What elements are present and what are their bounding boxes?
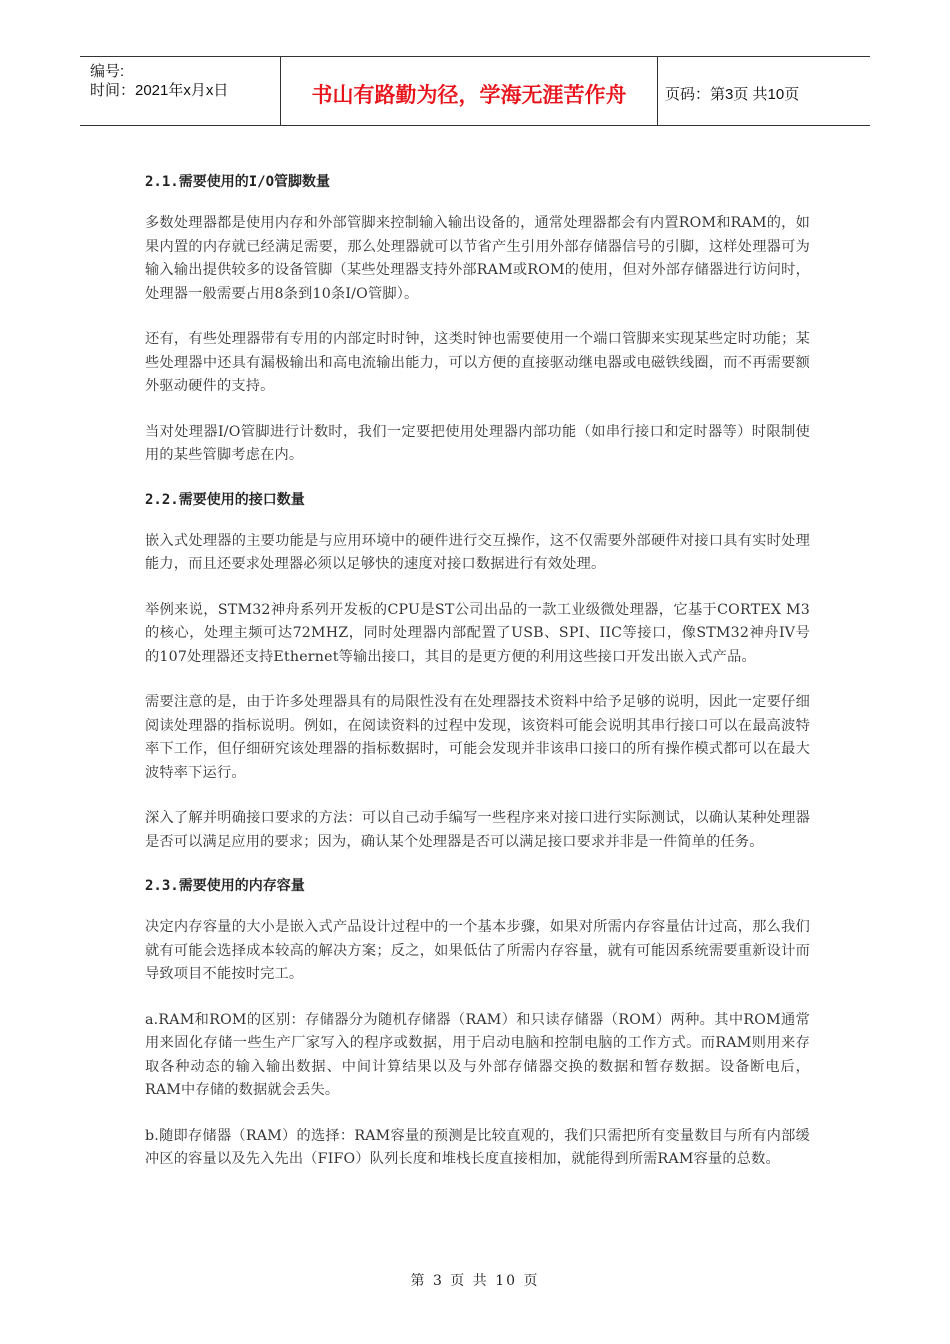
paragraph: 举例来说，STM32神舟系列开发板的CPU是ST公司出品的一款工业级微处理器，它基于CORTEX M3的核心，处理主频可达72MHZ，同时处理器内部配置了USB、SPI、IIC等接口，像STM32神舟IV号的107处理器还支持Ethernet等输出接口，其目的是更方便的利用这些接口开发出嵌入式产品。 [145,601,810,665]
header-middle-cell [280,57,658,125]
paragraph: 需要注意的是，由于许多处理器具有的局限性没有在处理器技术资料中给予足够的说明，因此一定要仔细阅读处理器的指标说明。例如，在阅读资料的过程中发现，该资料可能会说明其串行接口可以在最高波特率下工作，但仔细研究该处理器的指标数据时，可能会发现并非该串口接口的所有操作模式都可以在最大波特率下运行。 [145,694,810,781]
paragraph: 还有，有些处理器带有专用的内部定时时钟，这类时钟也需要使用一个端口管脚来实现某些定时功能；某些处理器中还具有漏极输出和高电流输出能力，可以方便的直接驱动继电器或电磁铁线圈，而不再需要额外驱动硬件的支持。 [145,331,810,394]
section-heading: 2.2.需要使用的接口数量 [145,491,305,508]
header-left-cell [80,57,280,125]
serial-number-label: 编号: [90,63,125,80]
section-heading: 2.1.需要使用的I/O管脚数量 [145,174,331,190]
paragraph: 嵌入式处理器的主要功能是与应用环境中的硬件进行交互操作，这不仅需要外部硬件对接口具有实时处理能力，而且还要求处理器必须以足够快的速度对接口数据进行有效处理。 [145,532,810,572]
section-memory [145,876,810,1172]
date-label: 时间：2021年x月x日 [90,82,229,99]
header-page-info: 页码：第3页 共10页 [665,86,800,103]
paragraph: b.随即存储器（RAM）的选择：RAM容量的预测是比较直观的，我们只需把所有变量数目与所有内部缓冲区的容量以及先入先出（FIFO）队列长度和堆栈长度直接相加，就能得到所需RAM容量的总数。 [145,1127,810,1167]
page-header [80,56,870,126]
paragraph: 决定内存容量的大小是嵌入式产品设计过程中的一个基本步骤，如果对所需内存容量估计过高，那么我们就有可能会选择成本较高的解决方案；反之，如果低估了所需内存容量，就有可能因系统需要重新设计而导致项目不能按时完工。 [145,919,810,982]
header-motto: 书山有路勤为径，学海无涯苦作舟 [311,83,627,107]
page-footer: 第 3 页 共 10 页 [410,1273,540,1289]
section-io-pins [145,172,810,468]
document-body [145,172,810,1194]
section-interfaces [145,490,810,855]
paragraph: 多数处理器都是使用内存和外部管脚来控制输入输出设备的，通常处理器都会有内置ROM和RAM的，如果内置的内存就已经满足需要，那么处理器就可以节省产生引用外部存储器信号的引脚，这样处理器可为输入输出提供较多的设备管脚（某些处理器支持外部RAM或ROM的使用，但对外部存储器进行访问时，处理器一般需要占用8条到10条I/O管脚）。 [145,215,810,302]
header-right-cell [657,57,870,125]
paragraph: 当对处理器I/O管脚进行计数时，我们一定要把使用处理器内部功能（如串行接口和定时器等）时限制使用的某些管脚考虑在内。 [145,423,810,463]
paragraph: a.RAM和ROM的区别：存储器分为随机存储器（RAM）和只读存储器（ROM）两种。其中ROM通常用来固化存储一些生产厂家写入的程序或数据，用于启动电脑和控制电脑的工作方式。而RAM则用来存取各种动态的输入输出数据、中间计算结果以及与外部存储器交换的数据和暂存数据。设备断电后，RAM中存储的数据就会丢失。 [145,1011,810,1098]
section-heading: 2.3.需要使用的内存容量 [145,878,305,894]
paragraph: 深入了解并明确接口要求的方法：可以自己动手编写一些程序来对接口进行实际测试，以确认某种处理器是否可以满足应用的要求；因为，确认某个处理器是否可以满足接口要求并非是一件简单的任务。 [145,810,810,850]
